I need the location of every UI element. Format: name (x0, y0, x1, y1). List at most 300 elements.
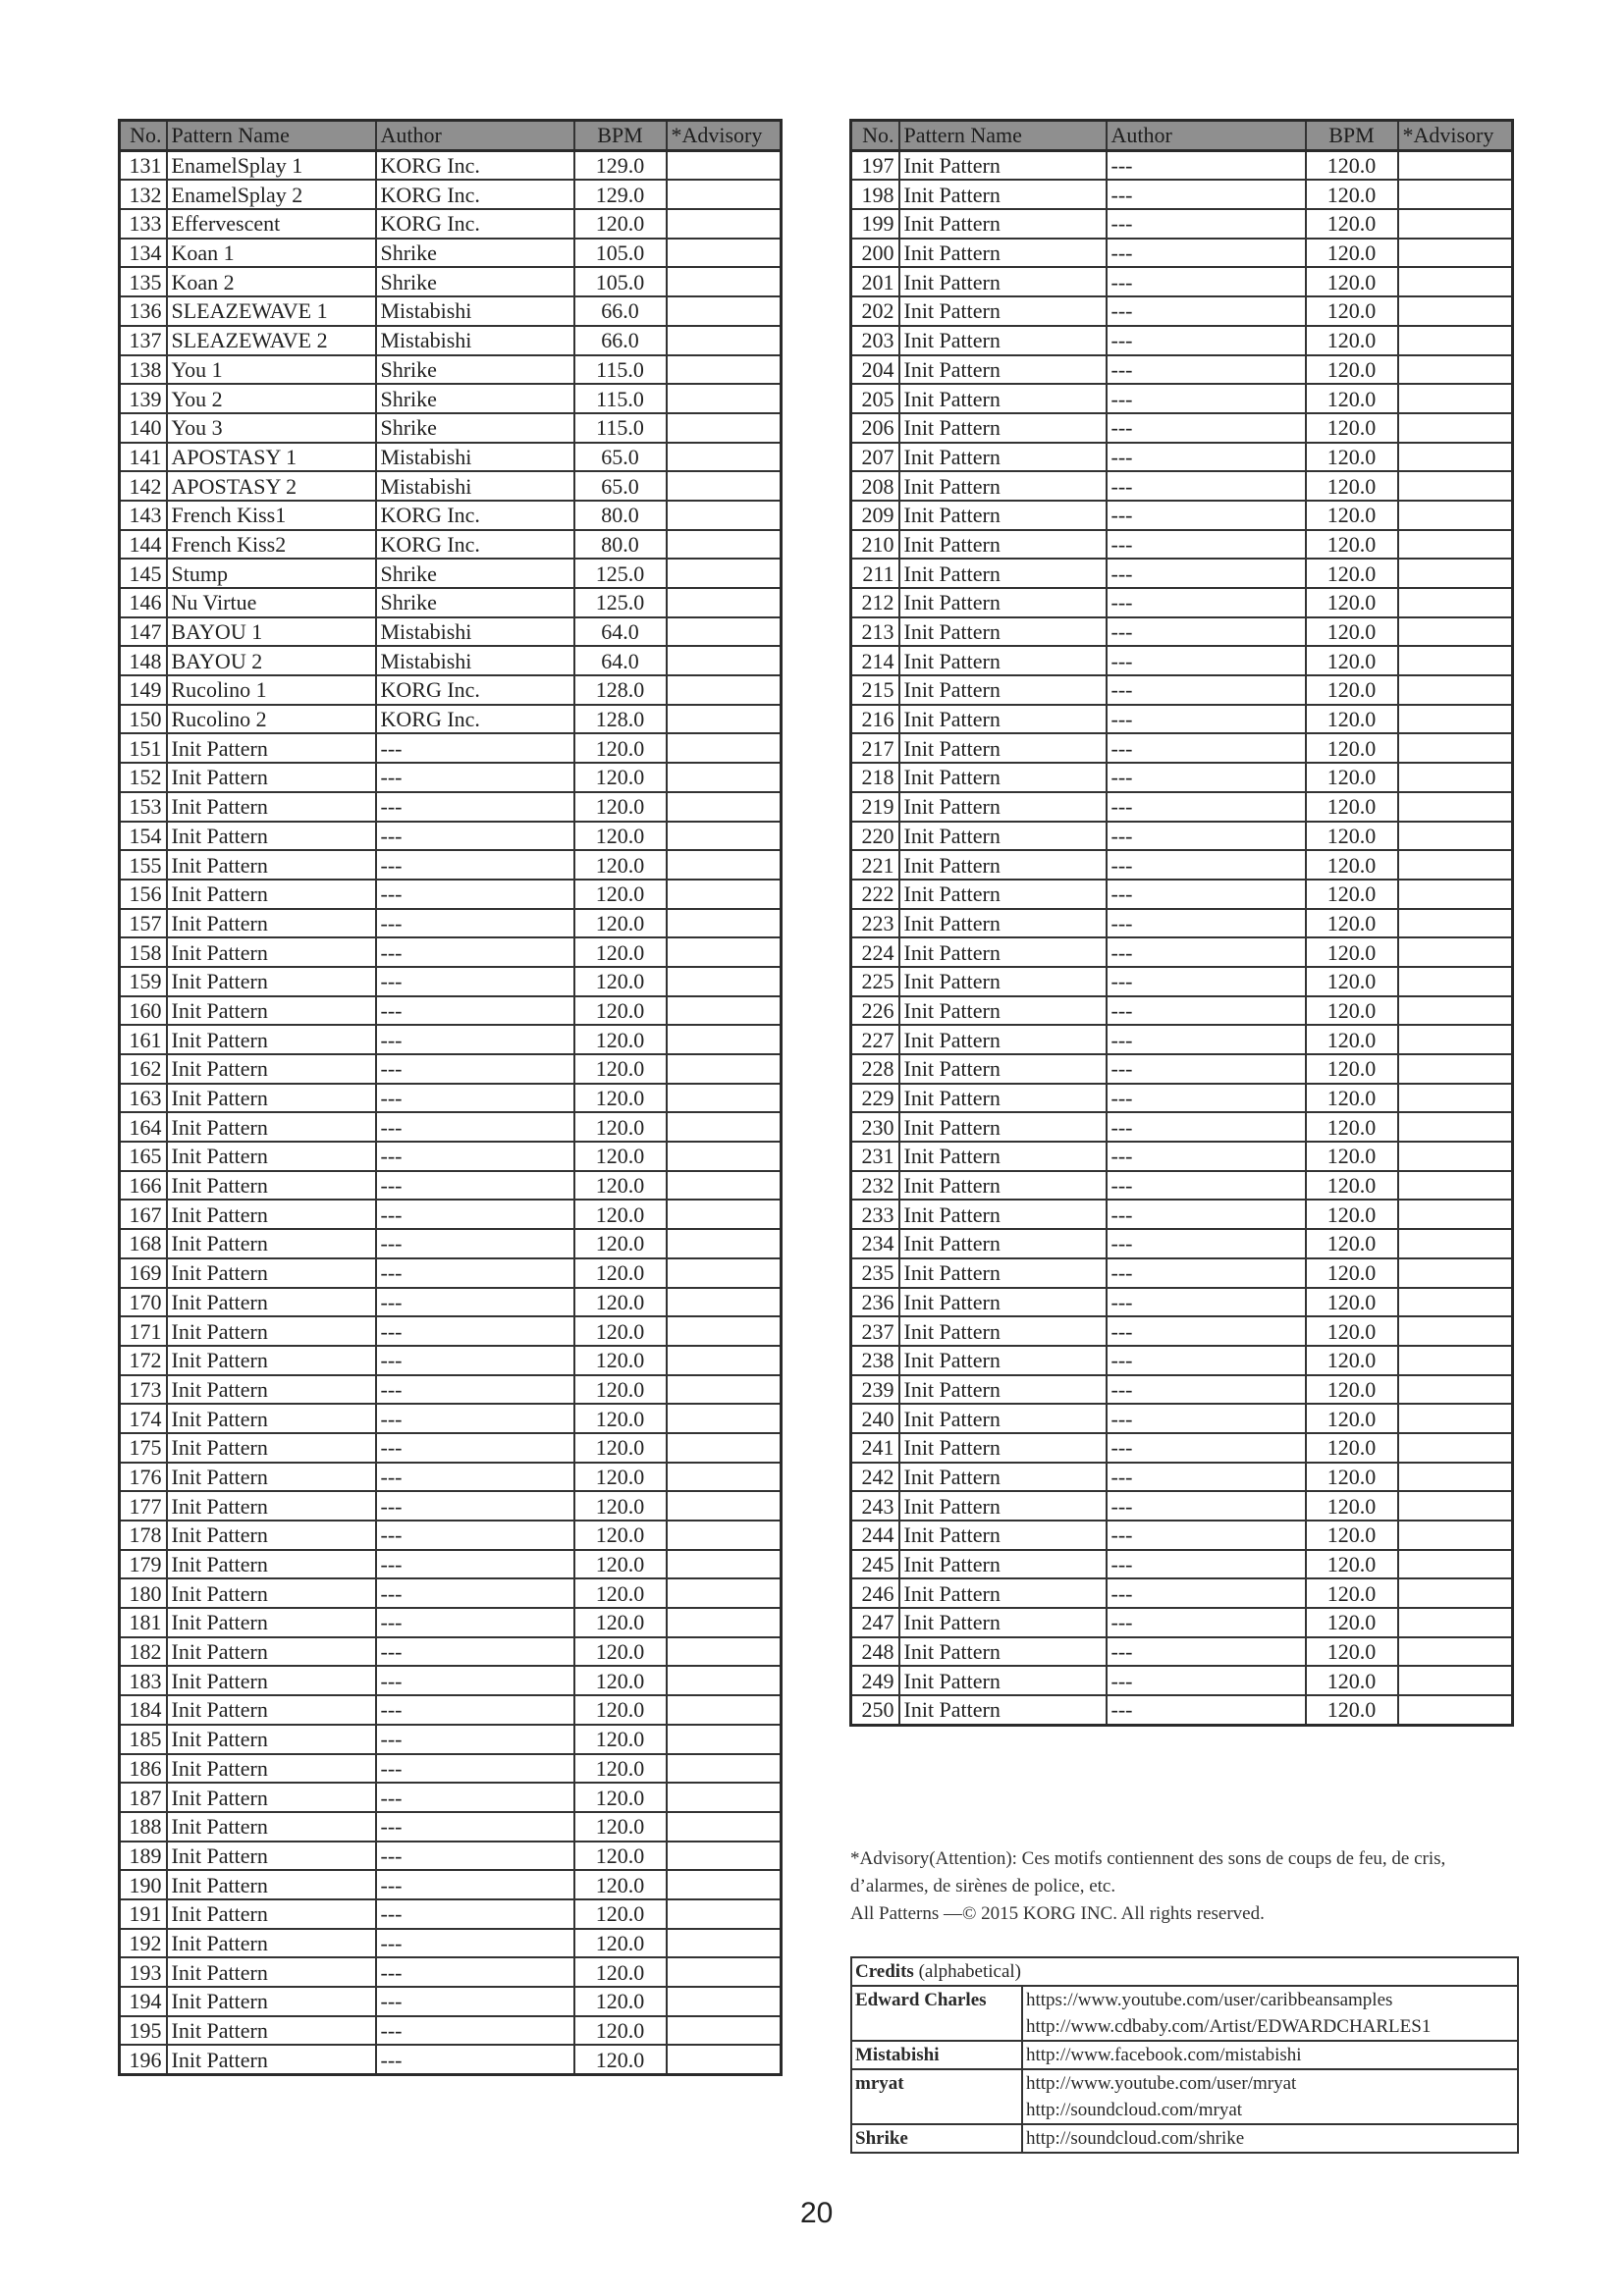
cell-advisory (667, 1578, 782, 1608)
table-row (120, 1783, 782, 1812)
advisory-note: *Advisory(Attention): Ces motifs contiennent des sons de coups de feu, de cris, d’alarmes, de sirènes de police, etc. (850, 1848, 1446, 1896)
cell-advisory (1398, 1258, 1513, 1288)
cell-pattern-name: Init Pattern (167, 937, 376, 967)
cell-pattern-name: Init Pattern (899, 471, 1107, 501)
cell-bpm: 120.0 (574, 1666, 667, 1695)
cell-advisory (1398, 1550, 1513, 1579)
cell-advisory (667, 1783, 782, 1812)
table-row (851, 1084, 1513, 1113)
cell-no: 166 (120, 1171, 167, 1201)
cell-pattern-name: Init Pattern (899, 967, 1107, 996)
cell-bpm: 120.0 (1306, 1608, 1398, 1637)
cell-advisory (667, 1550, 782, 1579)
table-row (120, 1084, 782, 1113)
cell-author: --- (376, 1521, 574, 1550)
cell-pattern-name: Init Pattern (167, 1491, 376, 1521)
cell-pattern-name: Init Pattern (167, 2016, 376, 2046)
cell-bpm: 120.0 (1306, 675, 1398, 705)
credit-link[interactable]: http://www.facebook.com/mistabishi (1026, 2045, 1302, 2065)
cell-author: --- (1107, 1054, 1306, 1084)
table-row (851, 209, 1513, 239)
cell-author: --- (1107, 150, 1306, 180)
table-row (120, 1957, 782, 1987)
cell-no: 135 (120, 267, 167, 296)
cell-bpm: 120.0 (574, 1783, 667, 1812)
cell-pattern-name: Init Pattern (167, 1578, 376, 1608)
table-row (851, 1229, 1513, 1258)
cell-bpm: 120.0 (574, 1725, 667, 1754)
cell-bpm: 120.0 (574, 1695, 667, 1725)
cell-author: --- (376, 909, 574, 938)
cell-no: 171 (120, 1316, 167, 1346)
cell-no: 174 (120, 1404, 167, 1433)
cell-bpm: 120.0 (574, 1463, 667, 1492)
cell-no: 245 (851, 1550, 899, 1579)
cell-bpm: 120.0 (1306, 705, 1398, 734)
cell-bpm: 120.0 (1306, 646, 1398, 675)
cell-no: 134 (120, 239, 167, 268)
cell-pattern-name: Init Pattern (167, 1754, 376, 1784)
table-row (851, 1521, 1513, 1550)
cell-pattern-name: Init Pattern (899, 530, 1107, 560)
cell-no: 233 (851, 1200, 899, 1229)
cell-pattern-name: BAYOU 1 (167, 617, 376, 647)
table-row (851, 1171, 1513, 1201)
cell-pattern-name: Init Pattern (167, 792, 376, 822)
cell-bpm: 120.0 (1306, 180, 1398, 209)
cell-pattern-name: Koan 2 (167, 267, 376, 296)
cell-no: 190 (120, 1870, 167, 1899)
cell-author: --- (1107, 1578, 1306, 1608)
cell-no: 180 (120, 1578, 167, 1608)
cell-pattern-name: EnamelSplay 1 (167, 150, 376, 180)
header-advisory: *Advisory (667, 121, 782, 151)
cell-advisory (667, 530, 782, 560)
cell-author: --- (1107, 1258, 1306, 1288)
cell-pattern-name: Init Pattern (167, 1783, 376, 1812)
cell-pattern-name: Init Pattern (899, 733, 1107, 763)
cell-bpm: 120.0 (574, 1929, 667, 1958)
cell-no: 222 (851, 880, 899, 909)
cell-no: 179 (120, 1550, 167, 1579)
cell-bpm: 120.0 (574, 1288, 667, 1317)
cell-pattern-name: Init Pattern (899, 1637, 1107, 1667)
table-row (120, 150, 782, 180)
cell-author: --- (376, 1346, 574, 1375)
cell-bpm: 120.0 (1306, 1463, 1398, 1492)
cell-advisory (667, 1404, 782, 1433)
cell-advisory (1398, 1491, 1513, 1521)
cell-advisory (667, 1316, 782, 1346)
cell-pattern-name: Init Pattern (167, 880, 376, 909)
cell-advisory (667, 1084, 782, 1113)
cell-author: Shrike (376, 559, 574, 588)
cell-advisory (667, 1870, 782, 1899)
cell-pattern-name: Stump (167, 559, 376, 588)
cell-bpm: 120.0 (574, 909, 667, 938)
cell-pattern-name: Effervescent (167, 209, 376, 239)
cell-author: Shrike (376, 239, 574, 268)
cell-bpm: 120.0 (1306, 617, 1398, 647)
cell-bpm: 129.0 (574, 150, 667, 180)
cell-no: 215 (851, 675, 899, 705)
cell-no: 144 (120, 530, 167, 560)
cell-author: --- (376, 1171, 574, 1201)
cell-advisory (667, 909, 782, 938)
cell-no: 210 (851, 530, 899, 560)
cell-advisory (667, 443, 782, 472)
cell-pattern-name: Rucolino 2 (167, 705, 376, 734)
cell-no: 214 (851, 646, 899, 675)
cell-advisory (667, 239, 782, 268)
cell-no: 173 (120, 1375, 167, 1405)
credit-link[interactable]: http://soundcloud.com/shrike (1026, 2128, 1245, 2149)
cell-bpm: 120.0 (1306, 588, 1398, 617)
cell-author: --- (1107, 850, 1306, 880)
cell-pattern-name: French Kiss1 (167, 501, 376, 530)
cell-advisory (1398, 880, 1513, 909)
cell-author: --- (1107, 1288, 1306, 1317)
cell-advisory (1398, 1112, 1513, 1142)
cell-author: --- (1107, 1112, 1306, 1142)
cell-pattern-name: SLEAZEWAVE 1 (167, 296, 376, 326)
table-row (851, 763, 1513, 792)
table-row (120, 1171, 782, 1201)
cell-advisory (1398, 180, 1513, 209)
cell-advisory (1398, 413, 1513, 443)
cell-advisory (1398, 559, 1513, 588)
table-row (120, 1899, 782, 1929)
cell-bpm: 125.0 (574, 588, 667, 617)
cell-bpm: 120.0 (1306, 1229, 1398, 1258)
cell-bpm: 115.0 (574, 355, 667, 385)
cell-advisory (667, 792, 782, 822)
cell-bpm: 120.0 (1306, 850, 1398, 880)
cell-author: --- (376, 996, 574, 1026)
cell-no: 189 (120, 1842, 167, 1871)
cell-advisory (667, 180, 782, 209)
cell-no: 194 (120, 1987, 167, 2016)
cell-pattern-name: Init Pattern (167, 1812, 376, 1842)
cell-author: KORG Inc. (376, 530, 574, 560)
cell-advisory (1398, 1229, 1513, 1258)
table-row (120, 384, 782, 413)
cell-pattern-name: Init Pattern (899, 1142, 1107, 1171)
cell-bpm: 128.0 (574, 675, 667, 705)
cell-author: --- (376, 1754, 574, 1784)
cell-author: --- (1107, 675, 1306, 705)
cell-pattern-name: Init Pattern (167, 850, 376, 880)
cell-no: 169 (120, 1258, 167, 1288)
cell-bpm: 120.0 (1306, 239, 1398, 268)
cell-no: 163 (120, 1084, 167, 1113)
cell-author: --- (1107, 1550, 1306, 1579)
table-row (851, 1375, 1513, 1405)
cell-no: 158 (120, 937, 167, 967)
cell-advisory (1398, 763, 1513, 792)
table-row (120, 1608, 782, 1637)
cell-no: 164 (120, 1112, 167, 1142)
cell-advisory (667, 646, 782, 675)
cell-no: 198 (851, 180, 899, 209)
cell-author: --- (1107, 646, 1306, 675)
cell-advisory (667, 1812, 782, 1842)
cell-pattern-name: Init Pattern (167, 1725, 376, 1754)
cell-pattern-name: Init Pattern (899, 646, 1107, 675)
table-row (120, 471, 782, 501)
cell-no: 196 (120, 2045, 167, 2074)
table-row (120, 1987, 782, 2016)
table-row (120, 617, 782, 647)
table-row (851, 150, 1513, 180)
table-row (851, 1316, 1513, 1346)
cell-advisory (1398, 792, 1513, 822)
cell-no: 176 (120, 1463, 167, 1492)
cell-no: 137 (120, 326, 167, 355)
cell-no: 187 (120, 1783, 167, 1812)
cell-advisory (667, 733, 782, 763)
table-row (851, 355, 1513, 385)
cell-author: KORG Inc. (376, 150, 574, 180)
cell-pattern-name: Init Pattern (899, 996, 1107, 1026)
credit-urls (1022, 2069, 1518, 2124)
cell-no: 244 (851, 1521, 899, 1550)
cell-author: KORG Inc. (376, 675, 574, 705)
cell-author: --- (1107, 1200, 1306, 1229)
cell-author: --- (376, 1637, 574, 1667)
cell-bpm: 120.0 (574, 1142, 667, 1171)
cell-advisory (1398, 1637, 1513, 1667)
cell-pattern-name: Init Pattern (899, 1288, 1107, 1317)
cell-pattern-name: Init Pattern (167, 1200, 376, 1229)
cell-advisory (667, 559, 782, 588)
cell-author: --- (376, 1550, 574, 1579)
cell-pattern-name: Init Pattern (167, 1899, 376, 1929)
cell-author: --- (1107, 1229, 1306, 1258)
cell-bpm: 120.0 (1306, 559, 1398, 588)
cell-author: --- (1107, 733, 1306, 763)
table-row (120, 530, 782, 560)
cell-no: 161 (120, 1025, 167, 1054)
cell-pattern-name: Init Pattern (899, 1084, 1107, 1113)
cell-advisory (667, 880, 782, 909)
cell-author: --- (1107, 1433, 1306, 1463)
cell-bpm: 125.0 (574, 559, 667, 588)
cell-advisory (1398, 1142, 1513, 1171)
cell-author: --- (1107, 355, 1306, 385)
cell-no: 200 (851, 239, 899, 268)
cell-author: --- (1107, 617, 1306, 647)
table-row (851, 443, 1513, 472)
cell-author: --- (376, 2045, 574, 2074)
cell-bpm: 64.0 (574, 646, 667, 675)
cell-author: Shrike (376, 413, 574, 443)
cell-bpm: 120.0 (574, 1491, 667, 1521)
table-row (851, 1200, 1513, 1229)
cell-bpm: 120.0 (1306, 909, 1398, 938)
table-row (120, 2045, 782, 2074)
cell-pattern-name: Init Pattern (167, 1404, 376, 1433)
cell-author: --- (1107, 1346, 1306, 1375)
cell-author: --- (1107, 1695, 1306, 1725)
cell-no: 162 (120, 1054, 167, 1084)
table-row (851, 267, 1513, 296)
cell-no: 185 (120, 1725, 167, 1754)
cell-advisory (1398, 909, 1513, 938)
credit-link[interactable]: http://www.youtube.com/user/mryat (1026, 2073, 1297, 2094)
table-row (851, 530, 1513, 560)
cell-pattern-name: SLEAZEWAVE 2 (167, 326, 376, 355)
cell-no: 160 (120, 996, 167, 1026)
table-row (851, 1608, 1513, 1637)
cell-pattern-name: Init Pattern (167, 1433, 376, 1463)
cell-pattern-name: Init Pattern (899, 705, 1107, 734)
table-row (120, 880, 782, 909)
cell-author: --- (376, 1288, 574, 1317)
table-row (120, 588, 782, 617)
cell-bpm: 120.0 (1306, 1025, 1398, 1054)
table-row (851, 1666, 1513, 1695)
cell-author: --- (1107, 384, 1306, 413)
cell-author: Mistabishi (376, 471, 574, 501)
cell-no: 231 (851, 1142, 899, 1171)
cell-pattern-name: Init Pattern (899, 296, 1107, 326)
cell-pattern-name: Init Pattern (167, 967, 376, 996)
cell-bpm: 120.0 (1306, 1375, 1398, 1405)
cell-author: --- (376, 1084, 574, 1113)
table-row (120, 1375, 782, 1405)
cell-no: 207 (851, 443, 899, 472)
table-row (120, 326, 782, 355)
pattern-table-left (118, 119, 783, 2076)
cell-bpm: 120.0 (574, 1870, 667, 1899)
credit-name: Shrike (851, 2124, 1022, 2153)
cell-no: 188 (120, 1812, 167, 1842)
cell-author: --- (376, 1258, 574, 1288)
credits-row (851, 2069, 1518, 2124)
cell-bpm: 120.0 (574, 792, 667, 822)
cell-pattern-name: Init Pattern (899, 1346, 1107, 1375)
cell-author: --- (376, 1054, 574, 1084)
cell-bpm: 120.0 (1306, 1112, 1398, 1142)
cell-pattern-name: Init Pattern (899, 1578, 1107, 1608)
cell-pattern-name: Init Pattern (899, 413, 1107, 443)
cell-author: --- (1107, 937, 1306, 967)
cell-pattern-name: Init Pattern (899, 239, 1107, 268)
cell-pattern-name: Init Pattern (167, 1842, 376, 1871)
cell-bpm: 80.0 (574, 501, 667, 530)
cell-bpm: 120.0 (574, 967, 667, 996)
cell-bpm: 120.0 (574, 1550, 667, 1579)
page-number: 20 (800, 2197, 834, 2229)
cell-advisory (667, 1666, 782, 1695)
cell-pattern-name: BAYOU 2 (167, 646, 376, 675)
cell-bpm: 120.0 (1306, 355, 1398, 385)
cell-bpm: 120.0 (1306, 880, 1398, 909)
cell-bpm: 120.0 (1306, 937, 1398, 967)
table-row (120, 1025, 782, 1054)
cell-author: --- (1107, 1025, 1306, 1054)
table-row (120, 1550, 782, 1579)
cell-pattern-name: Init Pattern (899, 1200, 1107, 1229)
cell-bpm: 120.0 (1306, 1084, 1398, 1113)
cell-bpm: 120.0 (1306, 1054, 1398, 1084)
cell-author: --- (376, 822, 574, 851)
cell-advisory (667, 384, 782, 413)
cell-no: 238 (851, 1346, 899, 1375)
cell-advisory (667, 1929, 782, 1958)
cell-advisory (1398, 530, 1513, 560)
cell-pattern-name: Init Pattern (167, 1637, 376, 1667)
cell-no: 136 (120, 296, 167, 326)
cell-advisory (1398, 646, 1513, 675)
credit-name: Edward Charles (851, 1986, 1022, 2041)
cell-author: --- (1107, 209, 1306, 239)
cell-advisory (1398, 705, 1513, 734)
cell-pattern-name: Init Pattern (167, 1521, 376, 1550)
cell-pattern-name: Init Pattern (167, 1171, 376, 1201)
cell-author: --- (376, 1899, 574, 1929)
cell-no: 228 (851, 1054, 899, 1084)
credit-link[interactable]: http://soundcloud.com/mryat (1026, 2100, 1243, 2120)
cell-no: 221 (851, 850, 899, 880)
cell-pattern-name: Init Pattern (899, 209, 1107, 239)
cell-advisory (1398, 1666, 1513, 1695)
table-row (851, 1637, 1513, 1667)
cell-pattern-name: Init Pattern (167, 733, 376, 763)
table-row (120, 1288, 782, 1317)
cell-advisory (667, 1433, 782, 1463)
credit-link[interactable]: http://www.cdbaby.com/Artist/EDWARDCHARLES1 (1026, 2016, 1432, 2037)
cell-author: --- (376, 1666, 574, 1695)
cell-bpm: 120.0 (1306, 150, 1398, 180)
cell-no: 159 (120, 967, 167, 996)
cell-pattern-name: Init Pattern (167, 1463, 376, 1492)
cell-advisory (667, 209, 782, 239)
cell-pattern-name: Init Pattern (899, 850, 1107, 880)
cell-advisory (1398, 1084, 1513, 1113)
cell-bpm: 65.0 (574, 443, 667, 472)
credits-title (851, 1957, 1518, 1986)
cell-no: 168 (120, 1229, 167, 1258)
cell-pattern-name: Init Pattern (167, 1316, 376, 1346)
cell-pattern-name: Init Pattern (899, 1550, 1107, 1579)
cell-advisory (1398, 996, 1513, 1026)
table-row (851, 413, 1513, 443)
table-row (120, 850, 782, 880)
cell-advisory (1398, 501, 1513, 530)
cell-pattern-name: Init Pattern (167, 1550, 376, 1579)
credit-link[interactable]: https://www.youtube.com/user/caribbeansamples (1026, 1990, 1393, 2010)
cell-advisory (667, 1229, 782, 1258)
cell-bpm: 120.0 (1306, 1578, 1398, 1608)
cell-author: --- (376, 1929, 574, 1958)
table-header-row (120, 121, 782, 151)
table-row (120, 239, 782, 268)
cell-pattern-name: Init Pattern (167, 1142, 376, 1171)
cell-no: 152 (120, 763, 167, 792)
cell-bpm: 120.0 (574, 1987, 667, 2016)
cell-bpm: 120.0 (1306, 326, 1398, 355)
cell-advisory (667, 1754, 782, 1784)
cell-no: 197 (851, 150, 899, 180)
cell-author: --- (376, 1812, 574, 1842)
cell-bpm: 115.0 (574, 384, 667, 413)
cell-advisory (1398, 1521, 1513, 1550)
cell-author: --- (376, 1842, 574, 1871)
cell-pattern-name: Init Pattern (167, 2045, 376, 2074)
cell-advisory (1398, 1025, 1513, 1054)
